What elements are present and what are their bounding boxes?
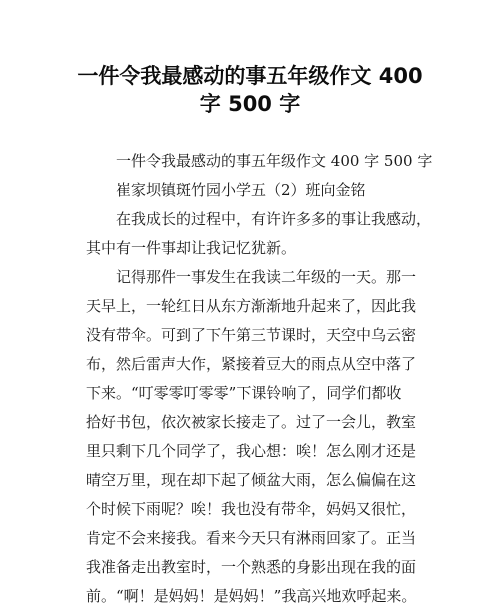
text-line: 前。“啊！是妈妈！是妈妈！”我高兴地欢呼起来。 xyxy=(86,587,417,605)
text-line: 肯定不会来接我。看来今天只有淋雨回家了。正当 xyxy=(86,529,417,547)
text-line: 拾好书包，依次被家长接走了。过了一会儿，教室 xyxy=(86,413,417,431)
text-line: 布，然后雷声大作，紧接着豆大的雨点从空中落了 xyxy=(86,355,417,373)
text-line: 其中有一件事却让我记忆犹新。 xyxy=(86,239,297,257)
document-title-line-1: 一件令我最感动的事五年级作文 400 xyxy=(77,64,423,88)
text-line: 里只剩下几个同学了，我心想：唉！怎么刚才还是 xyxy=(86,442,417,460)
text-line: 没有带伞。可到了下午第三节课时，天空中乌云密 xyxy=(86,326,417,344)
document-body xyxy=(86,147,433,611)
text-line: 个时候下雨呢？唉！我也没有带伞，妈妈又很忙， xyxy=(86,500,417,518)
text-line: 崔家坝镇斑竹园小学五（2）班向金铭 xyxy=(116,181,366,199)
text-line: 一件令我最感动的事五年级作文 400 字 500 字 xyxy=(116,152,433,170)
text-line: 我准备走出教室时，一个熟悉的身影出现在我的面 xyxy=(86,558,417,576)
text-line: 记得那件一事发生在我读二年级的一天。那一 xyxy=(116,268,417,286)
text-line: 晴空万里，现在却下起了倾盆大雨，怎么偏偏在这 xyxy=(86,471,417,489)
text-line: 下来。“叮零零叮零零”下课铃响了，同学们都收 xyxy=(86,384,402,402)
document-title-line-2: 字 500 字 xyxy=(199,92,301,116)
text-line: 在我成长的过程中，有许许多多的事让我感动， xyxy=(116,210,432,228)
text-line: 天早上，一轮红日从东方渐渐地升起来了，因此我 xyxy=(86,297,417,315)
